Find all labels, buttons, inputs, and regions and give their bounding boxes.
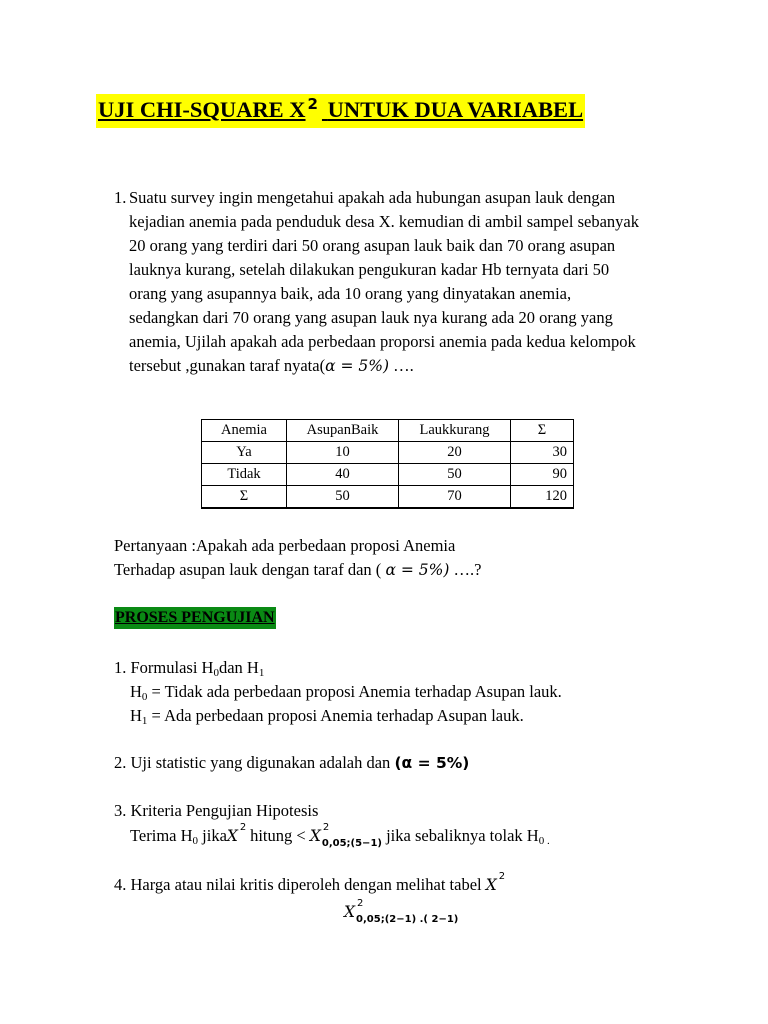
problem-number: 1. (114, 188, 127, 207)
criteria-text: jika sebaliknya tolak H (381, 826, 539, 845)
table-cell: Tidak (202, 464, 287, 486)
step-1-mid: dan H (218, 658, 259, 677)
h0-label: H (130, 682, 142, 701)
problem-last-prefix: tersebut ,gunakan taraf nyata( (129, 356, 326, 375)
subscript: 0 (192, 835, 199, 847)
table-header-cell: AsupanBaik (287, 420, 399, 442)
step-2-text: 2. Uji statistic yang digunakan adalah dan (114, 753, 391, 772)
table-cell: 30 (511, 442, 574, 464)
h0-text: = Tidak ada perbedaan proposi Anemia terhadap Asupan lauk. (147, 682, 562, 701)
hypothesis-h1 (130, 704, 524, 733)
x-symbol: X (226, 827, 238, 845)
table-row (202, 442, 574, 464)
step-1-text: 1. Formulasi H (114, 658, 214, 677)
chi-square-symbol (485, 871, 506, 897)
h1-label: H (130, 706, 142, 725)
superscript: 2 (239, 822, 247, 833)
critical-value-formula (344, 900, 458, 932)
problem-line: Suatu survey ingin mengetahui apakah ada hubungan asupan lauk dengan (129, 188, 616, 207)
superscript: 2 (498, 871, 506, 882)
subscript: 0 . (538, 835, 550, 847)
h1-text: = Ada perbedaan proposi Anemia terhadap Asupan lauk. (147, 706, 524, 725)
problem-line: lauknya kurang, setelah dilakukan pengukuran kadar Hb ternyata dari 50 (129, 260, 610, 279)
subscript: 0,05;(5−1) (321, 838, 382, 849)
problem-statement (114, 186, 694, 378)
table-cell: 40 (287, 464, 399, 486)
alpha-expression: α = 5%) (325, 357, 390, 375)
title-superscript: 2 (307, 95, 318, 113)
subscript: 0,05;(2−1) .( 2−1) (356, 914, 459, 925)
table-header-cell: Laukkurang (399, 420, 511, 442)
table-cell: 20 (399, 442, 511, 464)
problem-last-suffix: …. (393, 356, 414, 375)
question-line-1: Pertanyaan :Apakah ada perbedaan proposi Anemia (114, 536, 456, 555)
table-cell: 90 (511, 464, 574, 486)
table-cell: 70 (399, 486, 511, 509)
problem-line: anemia, Ujilah apakah ada perbedaan proporsi anemia pada kedua kelompok (129, 332, 636, 351)
contingency-table (201, 419, 574, 509)
table-header-cell: Anemia (202, 420, 287, 442)
step-4 (114, 871, 506, 897)
superscript: 2 (357, 898, 364, 909)
criteria-text: Terima H (130, 826, 193, 845)
problem-last-line (129, 354, 694, 378)
table-header-row (202, 420, 574, 442)
step-4-text: 4. Harga atau nilai kritis diperoleh dengan melihat tabel (114, 875, 482, 894)
criteria-text: jika (198, 826, 227, 845)
question-alpha: α = 5%) (385, 561, 450, 579)
subscript: 0 (213, 667, 219, 679)
step-3-title: 3. Kriteria Pengujian Hipotesis (114, 801, 319, 820)
title-rest: UNTUK DUA VARIABEL (327, 97, 584, 122)
chi-square-formula (344, 900, 458, 932)
question-prefix: Terhadap asupan lauk dengan taraf dan ( (114, 560, 382, 579)
subscript: 1 (141, 715, 148, 727)
step-3-criteria (130, 824, 550, 856)
subscript: 1 (258, 667, 265, 679)
problem-line: 20 orang yang terdiri dari 50 orang asupan lauk baik dan 70 orang asupan (129, 236, 616, 255)
question-suffix: ….? (453, 560, 482, 579)
table-cell: 50 (399, 464, 511, 486)
x-symbol: X (309, 827, 321, 845)
table-cell: 50 (287, 486, 399, 509)
table-cell: Ya (202, 442, 287, 464)
table-header-cell: Σ (511, 420, 574, 442)
table-row (202, 464, 574, 486)
table-cell: 120 (511, 486, 574, 509)
x-symbol: X (485, 876, 497, 894)
problem-line: orang yang asupannya baik, ada 10 orang yang dinyatakan anemia, (129, 284, 572, 303)
document-title (96, 94, 585, 128)
problem-line: kejadian anemia pada penduduk desa X. kemudian di ambil sampel sebanyak (129, 212, 639, 231)
table-row (202, 486, 574, 509)
subscript: 0 (141, 691, 148, 703)
step-2 (114, 751, 469, 775)
table-cell: Σ (202, 486, 287, 509)
question-line-2 (114, 558, 481, 582)
title-main: UJI CHI-SQUARE X (98, 97, 306, 122)
step-2-alpha: (α = 5%) (394, 754, 470, 772)
superscript: 2 (322, 822, 330, 833)
section-heading: PROSES PENGUJIAN (114, 607, 276, 629)
problem-line: sedangkan dari 70 orang yang asupan lauk nya kurang ada 20 orang yang (129, 308, 613, 327)
criteria-text: hitung < (245, 826, 310, 845)
x-symbol: X (344, 903, 356, 921)
table-cell: 10 (287, 442, 399, 464)
chi-square-critical (310, 824, 382, 856)
chi-square-symbol (226, 822, 247, 848)
